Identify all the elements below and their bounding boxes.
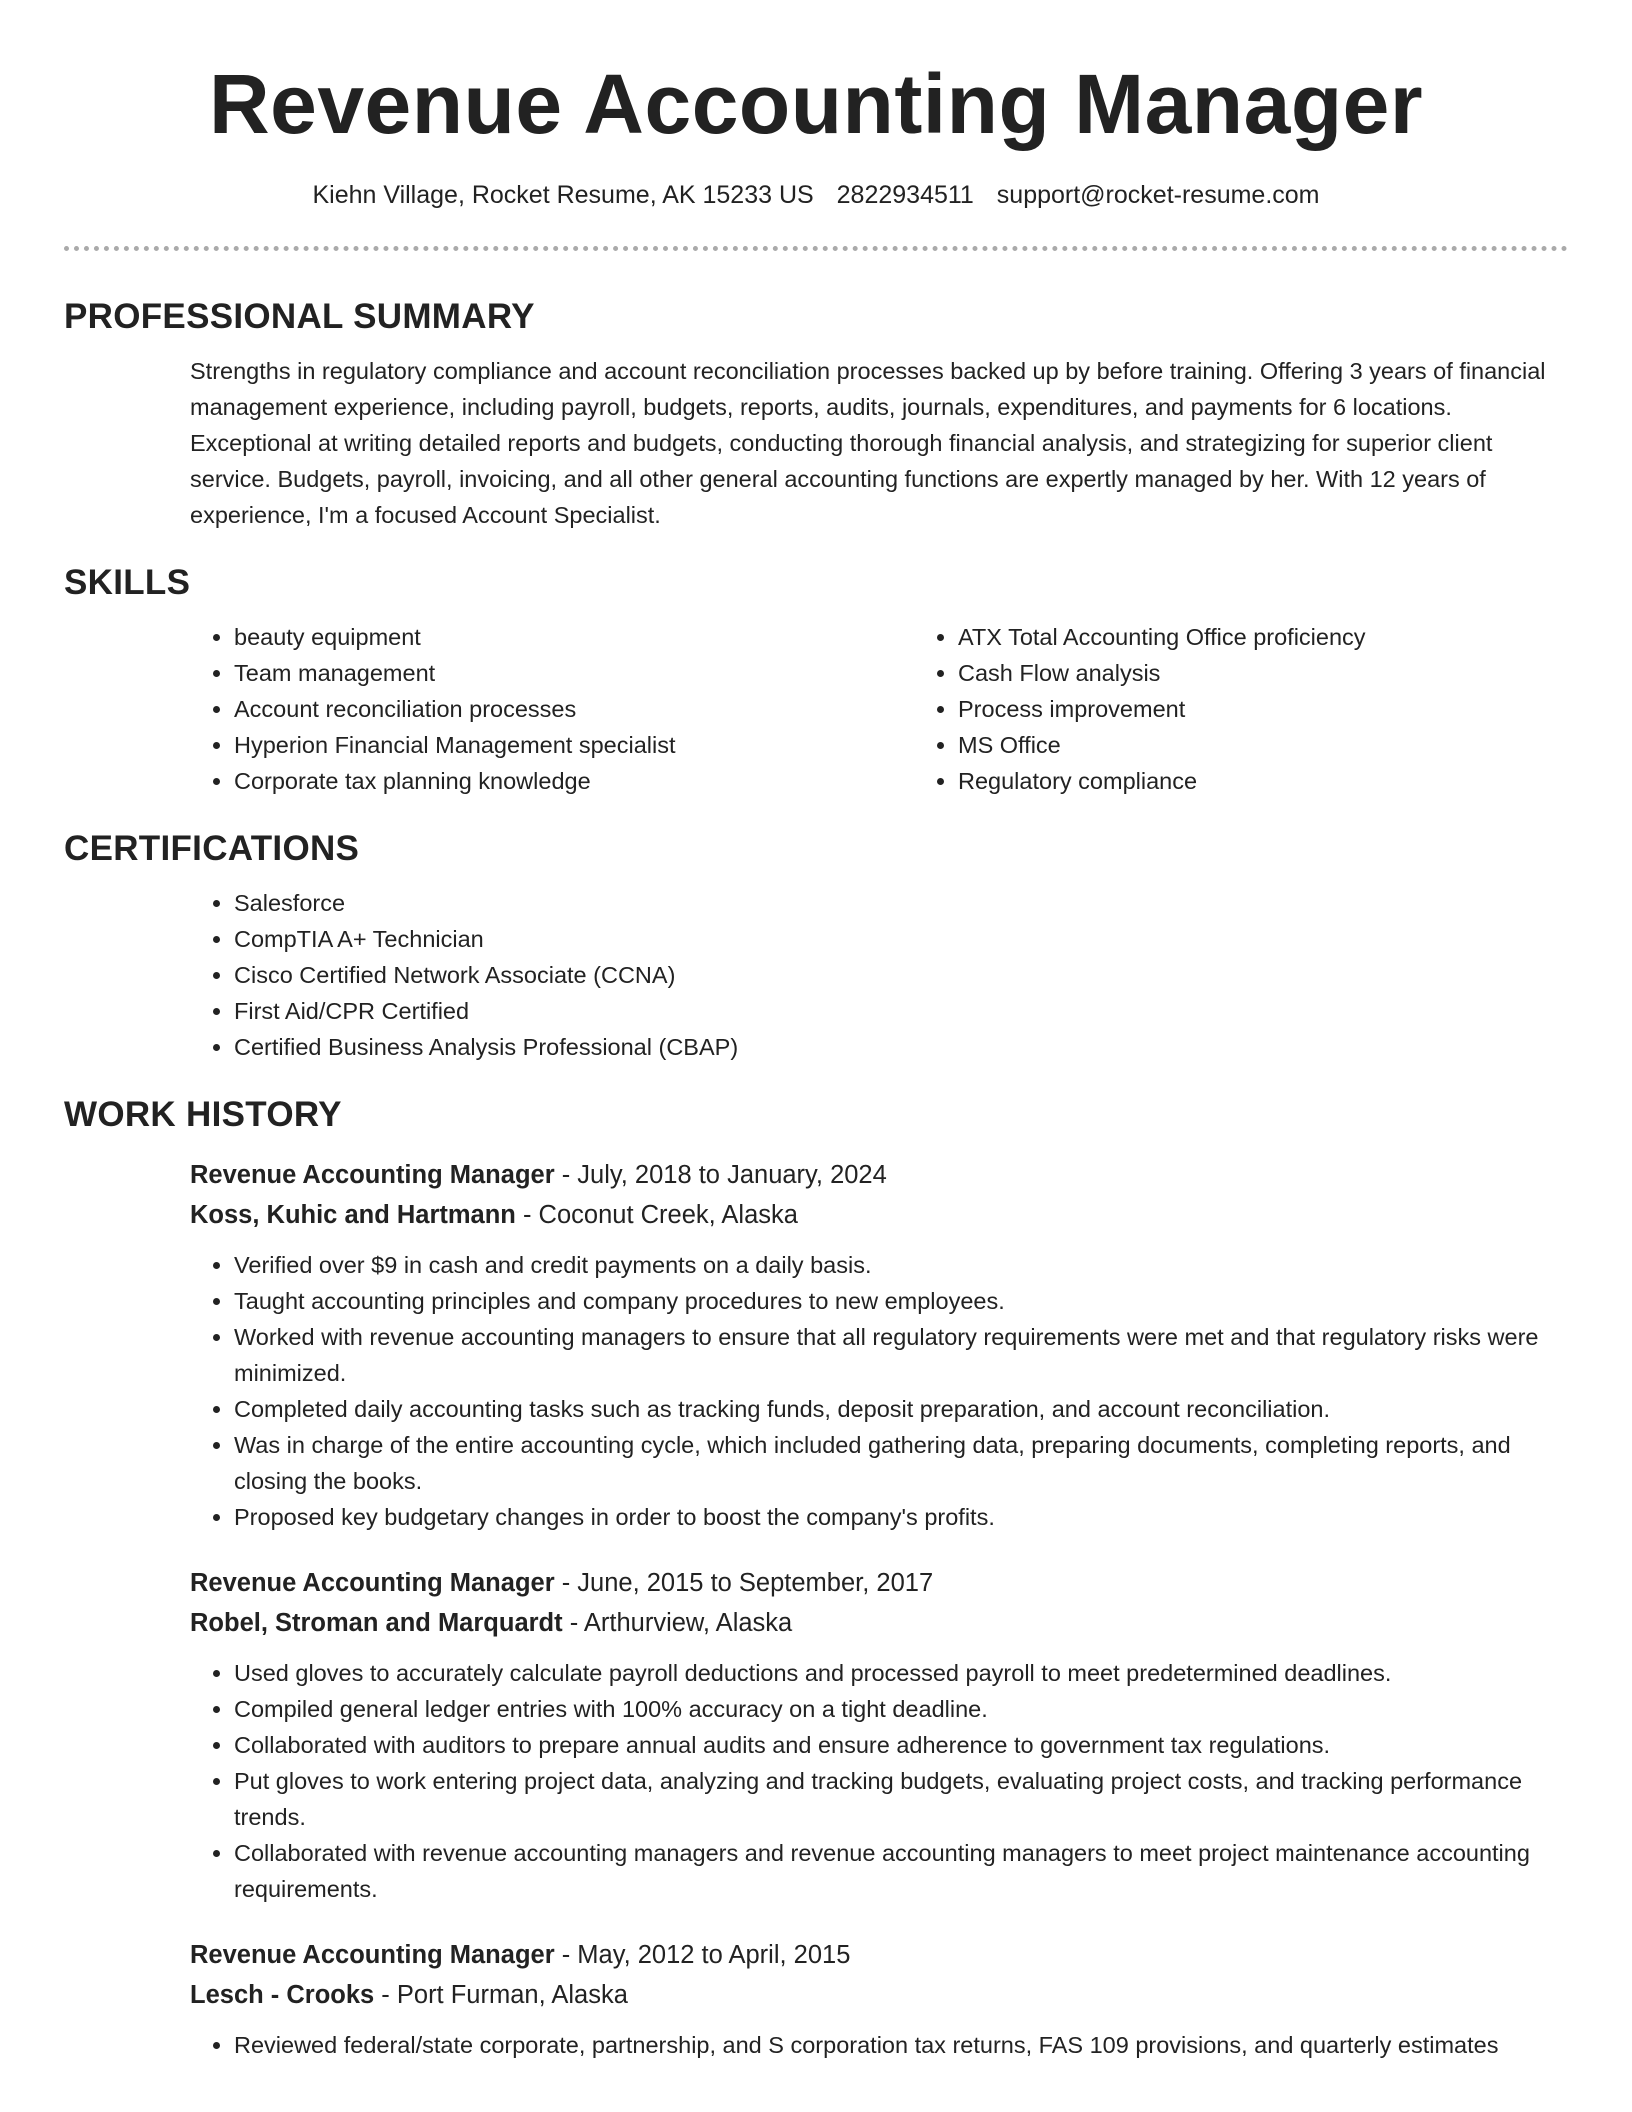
- certification-item: • Salesforce: [234, 885, 1568, 921]
- job-company: Robel, Stroman and Marquardt: [190, 1609, 563, 1637]
- contact-phone: 2822934511: [836, 181, 974, 209]
- skill-item: • Regulatory compliance: [958, 763, 1632, 799]
- summary-text: Strengths in regulatory compliance and account reconciliation processes backed up by before training. Offering 3 years of financial management experience, including payroll, budgets, reports, audits, journals, expenditures, and payments for 6 locations. Exceptional at writing detailed reports and budgets, conducting thorough financial analysis, and strategizing for superior client service. Budgets, payroll, invoicing, and all other general accounting functions are expertly managed by her. With 12 years of experience, I'm a focused Account Specialist.: [190, 358, 1546, 528]
- header-divider: [64, 246, 1568, 251]
- job-bullet: • Put gloves to work entering project data, analyzing and tracking budgets, evaluating project costs, and tracking performance trends.: [234, 1763, 1568, 1835]
- skill-item: • Team management: [234, 655, 914, 691]
- skills-right-list: [914, 619, 1632, 799]
- certification-item: • Certified Business Analysis Professional (CBAP): [234, 1029, 1568, 1065]
- job-location: - Arthurview, Alaska: [562, 1609, 793, 1637]
- contact-email: support@rocket-resume.com: [996, 181, 1320, 209]
- skill-item: • MS Office: [958, 727, 1632, 763]
- job-bullet: • Was in charge of the entire accounting cycle, which included gathering data, preparing documents, completing reports, and closing the books.: [234, 1427, 1568, 1499]
- job-location: - Coconut Creek, Alaska: [515, 1201, 798, 1229]
- summary-heading: PROFESSIONAL SUMMARY: [64, 297, 535, 336]
- job-bullet: • Proposed key budgetary changes in order to boost the company's profits.: [234, 1499, 1568, 1535]
- skill-item: • Process improvement: [958, 691, 1632, 727]
- job-bullet: • Taught accounting principles and company procedures to new employees.: [234, 1283, 1568, 1319]
- job-bullets: [190, 2027, 1568, 2063]
- skills-section: [64, 561, 1568, 799]
- certifications-section: [64, 827, 1568, 1065]
- skills-grid: [64, 605, 1568, 799]
- skill-item: • ATX Total Accounting Office proficiency: [958, 619, 1632, 655]
- job-dates: - July, 2018 to January, 2024: [554, 1161, 887, 1189]
- job-bullet: • Verified over $9 in cash and credit payments on a daily basis.: [234, 1247, 1568, 1283]
- skills-left-list: [190, 619, 914, 799]
- skill-item: • Hyperion Financial Management specialist: [234, 727, 914, 763]
- job-company: Koss, Kuhic and Hartmann: [190, 1201, 516, 1229]
- work-history-section: [64, 1093, 1568, 2063]
- skills-heading: SKILLS: [64, 563, 191, 602]
- job-role: Revenue Accounting Manager: [190, 1941, 555, 1969]
- job-entry: [64, 1935, 1568, 2063]
- summary-section: [64, 295, 1568, 533]
- certifications-list: [190, 885, 1568, 1065]
- job-company: Lesch - Crooks: [190, 1981, 375, 2009]
- job-title-line: [190, 1563, 1568, 1603]
- certification-item: • CompTIA A+ Technician: [234, 921, 1568, 957]
- job-bullet: • Collaborated with auditors to prepare annual audits and ensure adherence to government tax regulations.: [234, 1727, 1568, 1763]
- resume-name: Revenue Accounting Manager: [208, 57, 1424, 151]
- certification-item: • Cisco Certified Network Associate (CCNA): [234, 957, 1568, 993]
- job-entry: [64, 1155, 1568, 1535]
- job-title-line: [190, 1935, 1568, 1975]
- job-bullets: [190, 1655, 1568, 1907]
- job-company-line: [190, 1195, 1568, 1235]
- job-bullet: • Collaborated with revenue accounting managers and revenue accounting managers to meet project maintenance accounting requirements.: [234, 1835, 1568, 1907]
- work-history-heading: WORK HISTORY: [64, 1095, 342, 1134]
- job-company-line: [190, 1603, 1568, 1643]
- job-title-line: [190, 1155, 1568, 1195]
- contact-line: [64, 178, 1568, 212]
- skill-item: • beauty equipment: [234, 619, 914, 655]
- certification-item: • First Aid/CPR Certified: [234, 993, 1568, 1029]
- skill-item: • Cash Flow analysis: [958, 655, 1632, 691]
- job-entry: [64, 1563, 1568, 1907]
- job-dates: - June, 2015 to September, 2017: [554, 1569, 934, 1597]
- job-role: Revenue Accounting Manager: [190, 1569, 555, 1597]
- job-bullet: • Worked with revenue accounting managers to ensure that all regulatory requirements were met and that regulatory risks were minimized.: [234, 1319, 1568, 1391]
- certifications-heading: CERTIFICATIONS: [64, 829, 360, 868]
- job-bullets: [190, 1247, 1568, 1535]
- skill-item: • Corporate tax planning knowledge: [234, 763, 914, 799]
- job-location: - Port Furman, Alaska: [374, 1981, 628, 2009]
- job-company-line: [190, 1975, 1568, 2015]
- job-bullet: • Completed daily accounting tasks such as tracking funds, deposit preparation, and account reconciliation.: [234, 1391, 1568, 1427]
- job-dates: - May, 2012 to April, 2015: [554, 1941, 851, 1969]
- skill-item: • Account reconciliation processes: [234, 691, 914, 727]
- job-bullet: • Used gloves to accurately calculate payroll deductions and processed payroll to meet predetermined deadlines.: [234, 1655, 1568, 1691]
- job-bullet: • Compiled general ledger entries with 100% accuracy on a tight deadline.: [234, 1691, 1568, 1727]
- job-bullet: • Reviewed federal/state corporate, partnership, and S corporation tax returns, FAS 109 provisions, and quarterly estimates: [234, 2027, 1568, 2063]
- job-role: Revenue Accounting Manager: [190, 1161, 555, 1189]
- contact-address: Kiehn Village, Rocket Resume, AK 15233 US: [312, 181, 814, 209]
